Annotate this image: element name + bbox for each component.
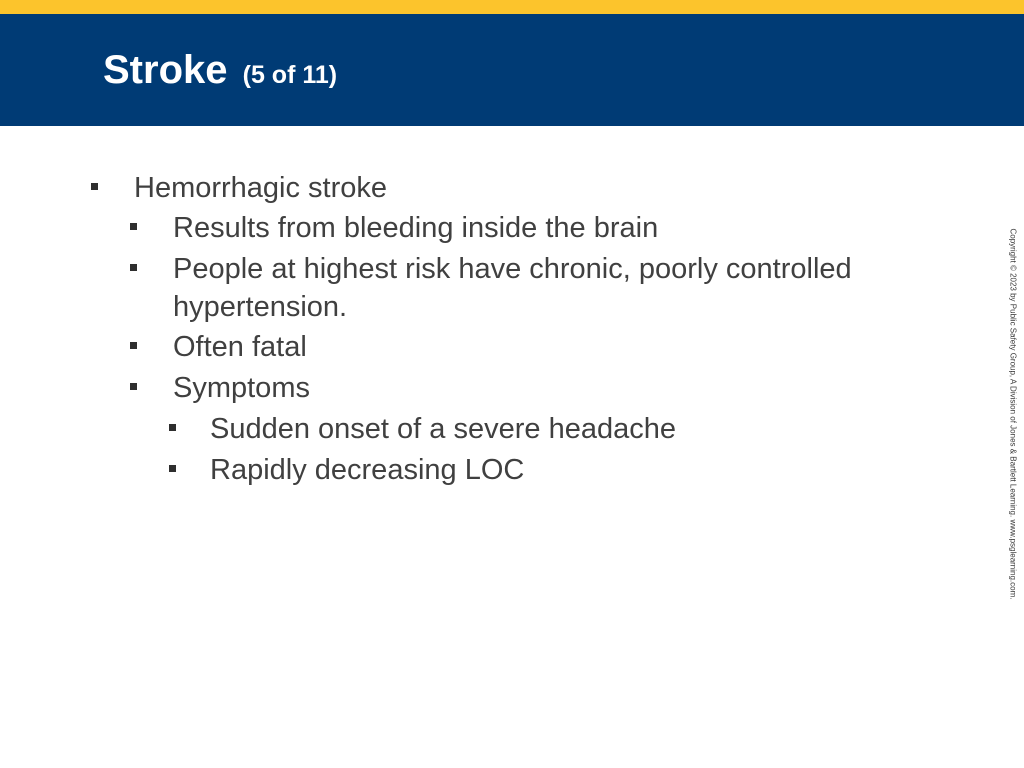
- bullet-item: [210, 410, 910, 448]
- bullet-text: People at highest risk have chronic, poorly controlled hypertension.: [173, 253, 852, 323]
- bullet-text: Hemorrhagic stroke: [134, 172, 388, 204]
- square-bullet-icon: [169, 465, 176, 472]
- bullet-text: Symptoms: [173, 372, 310, 404]
- bullet-item: [173, 250, 933, 326]
- square-bullet-icon: [130, 223, 137, 230]
- square-bullet-icon: [130, 264, 137, 271]
- bullet-text: Results from bleeding inside the brain: [173, 212, 659, 244]
- bullet-item: [210, 451, 910, 489]
- slide-title-count: (5 of 11): [242, 61, 338, 89]
- square-bullet-icon: [91, 183, 98, 190]
- bullet-item: [173, 209, 933, 247]
- bullet-item: [173, 369, 933, 407]
- slide-title-main: Stroke: [103, 48, 228, 92]
- square-bullet-icon: [130, 383, 137, 390]
- bullet-item: [134, 169, 894, 207]
- bullet-text: Sudden onset of a severe headache: [210, 413, 676, 445]
- square-bullet-icon: [169, 424, 176, 431]
- square-bullet-icon: [130, 342, 137, 349]
- copyright-notice: Copyright © 2023 by Public Safety Group, A Division of Jones & Bartlett Learning. www.psglearning.com.: [1008, 228, 1018, 600]
- bullet-item: [173, 328, 933, 366]
- bullet-text: Rapidly decreasing LOC: [210, 454, 525, 486]
- bullet-text: Often fatal: [173, 331, 307, 363]
